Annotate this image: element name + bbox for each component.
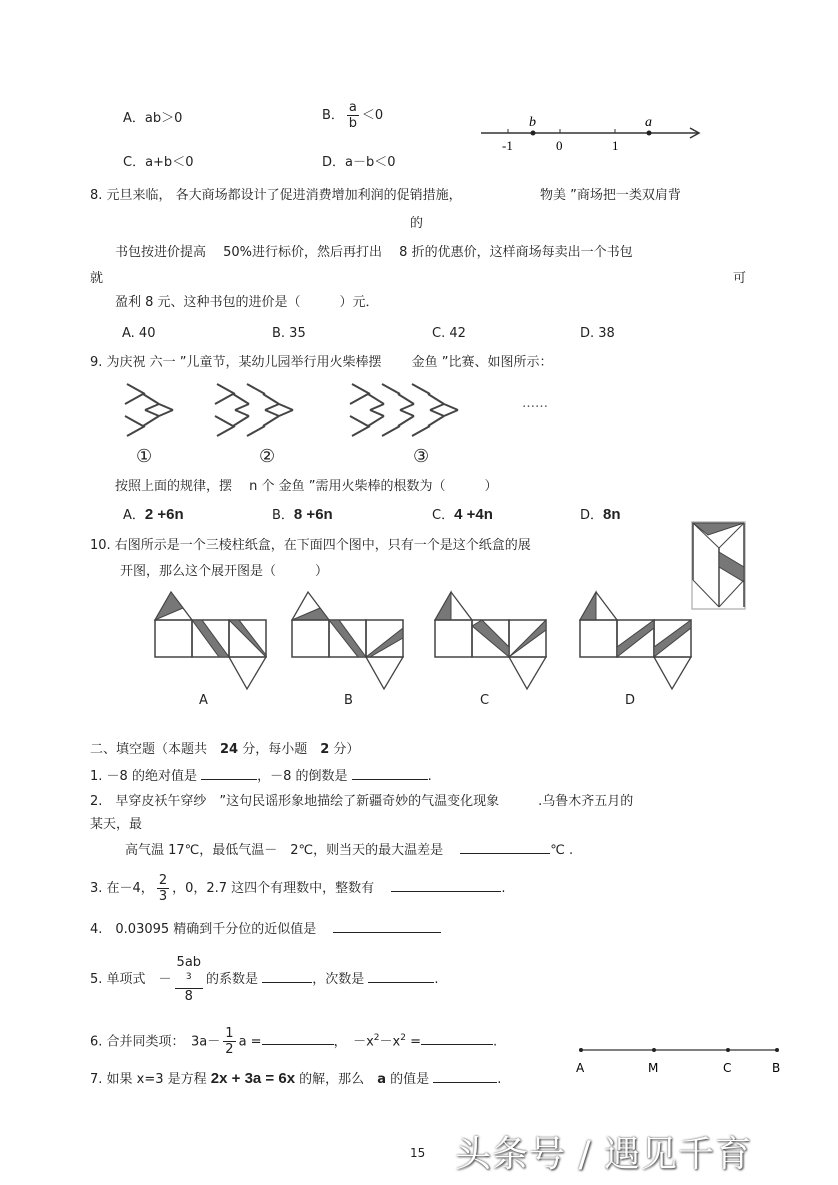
heading-text: 二、填空题（本题共 bbox=[90, 742, 221, 757]
equation: 2x + 3a = 6x bbox=[210, 1070, 296, 1087]
q9-option-d bbox=[580, 507, 621, 524]
fill-q4 bbox=[90, 920, 441, 938]
option-expr: 2 +6n bbox=[144, 506, 184, 523]
q-text: . bbox=[427, 769, 432, 784]
heading-score: 2 bbox=[320, 742, 330, 757]
q7-option-a: A．ab＞0 bbox=[123, 111, 183, 126]
answer-blank[interactable] bbox=[262, 1032, 334, 1045]
q-text: . bbox=[501, 881, 506, 896]
shaded-region bbox=[654, 620, 691, 657]
matchstick bbox=[145, 410, 159, 416]
matchstick bbox=[233, 394, 249, 404]
fraction bbox=[223, 1026, 235, 1057]
numerator: 1 bbox=[225, 1026, 234, 1042]
heading-text: 分） bbox=[329, 742, 360, 757]
segment-label: A bbox=[576, 1061, 585, 1075]
shaded-region bbox=[509, 620, 546, 657]
q-text: －x bbox=[379, 1034, 401, 1050]
answer-blank[interactable] bbox=[391, 879, 501, 892]
matchstick bbox=[350, 394, 368, 404]
shaded-region bbox=[366, 628, 403, 657]
q-text: 5. 单项式 － bbox=[90, 972, 172, 988]
matchstick bbox=[159, 410, 173, 416]
q8-line1: 8. 元旦来临， 各大商场都设计了促进消费增加利润的促销措施， bbox=[90, 188, 462, 203]
q-text: a = bbox=[238, 1034, 262, 1050]
q9-line1: 9. 为庆祝 六一 ”儿童节，某幼儿园举行用火柴棒摆 金鱼 ”比赛、如图所示： bbox=[90, 355, 553, 370]
q8-line2b: 就 bbox=[90, 271, 104, 286]
matchstick bbox=[428, 394, 444, 404]
q-text: ， －x bbox=[333, 1034, 374, 1050]
matchstick bbox=[398, 416, 414, 426]
net-label-d: D bbox=[625, 693, 636, 708]
q-text: 6. 合并同类项： 3a－ bbox=[90, 1034, 221, 1050]
section-heading bbox=[90, 742, 359, 758]
matchstick bbox=[233, 416, 249, 426]
matchstick bbox=[263, 416, 279, 426]
q8-option-b: B. 35 bbox=[272, 326, 306, 341]
matchstick bbox=[430, 410, 444, 416]
shaded-region bbox=[192, 620, 229, 657]
net-square bbox=[292, 620, 329, 657]
q-text: . bbox=[492, 1034, 498, 1050]
shaded-region bbox=[472, 620, 509, 657]
numerator bbox=[175, 955, 204, 989]
matchstick bbox=[430, 404, 444, 410]
matchstick bbox=[265, 410, 279, 416]
matchstick bbox=[350, 416, 368, 426]
matchstick bbox=[235, 410, 249, 416]
answer-blank[interactable] bbox=[201, 767, 257, 780]
exponent: 2 bbox=[373, 1033, 380, 1043]
fill-q6 bbox=[90, 1018, 497, 1062]
matchstick bbox=[247, 426, 265, 436]
matchstick bbox=[125, 416, 143, 426]
number-line bbox=[478, 108, 703, 158]
matchstick bbox=[217, 426, 235, 436]
watermark: 头条号 / 遇见千育 bbox=[455, 1134, 753, 1175]
matchstick bbox=[370, 404, 384, 410]
matchstick bbox=[352, 426, 370, 436]
matchstick bbox=[382, 426, 400, 436]
ellipsis: …… bbox=[522, 396, 548, 411]
bottom-triangle bbox=[366, 657, 403, 689]
matchstick bbox=[215, 394, 233, 404]
exponent: 2 bbox=[400, 1033, 406, 1043]
answer-blank[interactable] bbox=[352, 767, 428, 780]
heading-text: 分，每小题 bbox=[238, 742, 321, 757]
shaded-region bbox=[617, 620, 654, 657]
matchstick bbox=[444, 410, 458, 416]
q8-option-c: C. 42 bbox=[432, 326, 466, 341]
denominator: b bbox=[348, 116, 358, 131]
segment-label: C bbox=[723, 1061, 732, 1075]
net-label-c: C bbox=[480, 693, 490, 708]
q-text: ，0，2.7 这四个有理数中，整数有 bbox=[172, 881, 375, 896]
denominator: 3 bbox=[158, 889, 168, 904]
option-letter: A． bbox=[123, 508, 145, 523]
option-letter: B． bbox=[322, 108, 344, 123]
figure-label-2: ② bbox=[259, 446, 276, 467]
net-square bbox=[580, 620, 617, 657]
q7-option-d: D．a－b＜0 bbox=[322, 155, 396, 170]
tick-label: -1 bbox=[502, 138, 513, 153]
matchstick bbox=[145, 404, 159, 410]
exponent: 3 bbox=[185, 972, 192, 982]
q7-option-b bbox=[322, 100, 383, 131]
q8-line1b: 物美 ”商场把一类双肩背 bbox=[540, 188, 681, 203]
answer-blank[interactable] bbox=[460, 841, 550, 854]
net-square bbox=[155, 620, 192, 657]
matchstick bbox=[143, 394, 159, 404]
q9-option-b bbox=[272, 507, 333, 524]
matchstick bbox=[125, 394, 143, 404]
matchstick bbox=[215, 416, 233, 426]
q-text: 的系数是 bbox=[206, 972, 259, 988]
fill-q2-line2: 某天，最 bbox=[90, 817, 143, 832]
matchstick bbox=[265, 404, 279, 410]
matchstick bbox=[279, 410, 293, 416]
numerator: a bbox=[348, 100, 357, 115]
heading-score: 24 bbox=[220, 742, 239, 757]
q8-line2c: 可 bbox=[733, 271, 747, 286]
option-expr: 8 +6n bbox=[293, 506, 333, 523]
matchstick bbox=[400, 410, 414, 416]
denominator: 2 bbox=[225, 1042, 234, 1058]
fill-q7 bbox=[90, 1070, 501, 1088]
segment-label: M bbox=[648, 1061, 659, 1075]
matchstick bbox=[444, 404, 458, 410]
fill-q2-line3 bbox=[125, 841, 573, 859]
fill-q5 bbox=[90, 955, 439, 1004]
option-letter: C． bbox=[432, 508, 455, 523]
matchstick bbox=[143, 416, 159, 426]
q-text: ，次数是 bbox=[312, 972, 365, 988]
point-label: a bbox=[645, 115, 652, 130]
q-text: ，－8 的倒数是 bbox=[257, 769, 348, 784]
q-text: ℃ . bbox=[550, 843, 574, 858]
answer-blank[interactable] bbox=[421, 1032, 493, 1045]
denominator: 8 bbox=[184, 989, 193, 1005]
net-label-a: A bbox=[199, 693, 208, 708]
option-letter: B． bbox=[272, 508, 294, 523]
point-label: b bbox=[529, 115, 536, 130]
matchstick bbox=[412, 384, 430, 394]
matchstick bbox=[368, 394, 384, 404]
fill-q1 bbox=[90, 767, 432, 785]
matchstick bbox=[235, 404, 249, 410]
matchstick bbox=[400, 404, 414, 410]
option-expr: 8n bbox=[603, 506, 621, 523]
matchstick bbox=[247, 384, 265, 394]
matchstick bbox=[428, 416, 444, 426]
q8-line2: 书包按进价提高 50%进行标价，然后再打出 8 折的优惠价，这样商场每卖出一个书包 bbox=[115, 245, 633, 260]
q-text: = bbox=[405, 1034, 421, 1050]
figure-label-1: ① bbox=[136, 446, 153, 467]
shaded-region bbox=[229, 620, 266, 657]
shaded-region bbox=[329, 620, 366, 657]
q7-option-c: C．a+b＜0 bbox=[123, 155, 194, 170]
answer-blank[interactable] bbox=[433, 1070, 497, 1083]
fraction bbox=[347, 100, 359, 131]
q-text: 的解，那么 bbox=[295, 1072, 378, 1087]
matchstick bbox=[412, 426, 430, 436]
shaded-region bbox=[435, 592, 451, 620]
numerator-text: 5ab bbox=[176, 955, 202, 970]
answer-blank[interactable] bbox=[262, 970, 312, 983]
option-text: ＜0 bbox=[361, 108, 384, 123]
matchstick bbox=[217, 384, 235, 394]
answer-blank[interactable] bbox=[333, 920, 441, 933]
q10-line2: 开图，那么这个展开图是（ ） bbox=[120, 564, 329, 579]
q-text: 4. 0.03095 精确到千分位的近似值是 bbox=[90, 922, 317, 937]
shaded-region bbox=[155, 592, 183, 620]
shaded-region bbox=[580, 592, 596, 620]
page-number: 15 bbox=[410, 1146, 426, 1160]
bottom-triangle bbox=[509, 657, 546, 689]
matchstick bbox=[382, 384, 400, 394]
tick-label: 0 bbox=[556, 138, 563, 153]
bottom-triangle bbox=[654, 657, 691, 689]
q-text: 1. －8 的绝对值是 bbox=[90, 769, 197, 784]
q8-line3: 盈利 8 元、这种书包的进价是（ ）元． bbox=[115, 295, 379, 310]
matchstick bbox=[352, 384, 370, 394]
matchstick bbox=[159, 404, 173, 410]
fraction bbox=[157, 873, 169, 904]
fill-q3 bbox=[90, 872, 505, 906]
matchstick bbox=[127, 426, 145, 436]
q-text: . bbox=[434, 972, 439, 988]
q-text: 高气温 17℃，最低气温－ 2℃，则当天的最大温差是 bbox=[125, 843, 444, 858]
q8-option-d: D. 38 bbox=[580, 326, 615, 341]
q9-option-a bbox=[123, 507, 184, 524]
q9-option-c bbox=[432, 507, 493, 524]
net-label-b: B bbox=[344, 693, 353, 708]
fill-q2-line1: 2. 早穿皮袄午穿纱 ”这句民谣形象地描绘了新疆奇妙的气温变化现象 .乌鲁木齐五月的 bbox=[90, 794, 634, 809]
q10-line1: 10. 右图所示是一个三棱柱纸盒，在下面四个图中，只有一个是这个纸盒的展 bbox=[90, 538, 531, 553]
q8-option-a: A. 40 bbox=[122, 326, 156, 341]
segment-figure bbox=[575, 1042, 785, 1077]
variable: a bbox=[377, 1072, 386, 1087]
q-text: 7. 如果 x=3 是方程 bbox=[90, 1072, 211, 1087]
matchstick bbox=[398, 394, 414, 404]
q-text: . bbox=[497, 1072, 502, 1087]
segment-label: B bbox=[772, 1061, 781, 1075]
option-expr: 4 +4n bbox=[454, 506, 493, 523]
net-figures bbox=[150, 585, 700, 695]
net-square bbox=[435, 620, 472, 657]
matchstick-fish-figures bbox=[115, 380, 515, 445]
option-letter: D． bbox=[580, 508, 604, 523]
fraction bbox=[175, 955, 204, 1004]
matchstick bbox=[279, 404, 293, 410]
matchstick bbox=[368, 416, 384, 426]
answer-blank[interactable] bbox=[368, 970, 434, 983]
tick-label: 1 bbox=[612, 138, 619, 153]
q8-line1c: 的 bbox=[410, 216, 424, 231]
figure-label-3: ③ bbox=[413, 446, 430, 467]
q9-line2: 按照上面的规律，摆 n 个 金鱼 ”需用火柴棒的根数为（ ） bbox=[115, 479, 498, 494]
matchstick bbox=[263, 394, 279, 404]
q-text: 3. 在－4， bbox=[90, 881, 154, 896]
bottom-triangle bbox=[229, 657, 266, 689]
numerator: 2 bbox=[158, 873, 168, 888]
matchstick bbox=[127, 384, 145, 394]
matchstick bbox=[370, 410, 384, 416]
q-text: 的值是 bbox=[385, 1072, 430, 1087]
